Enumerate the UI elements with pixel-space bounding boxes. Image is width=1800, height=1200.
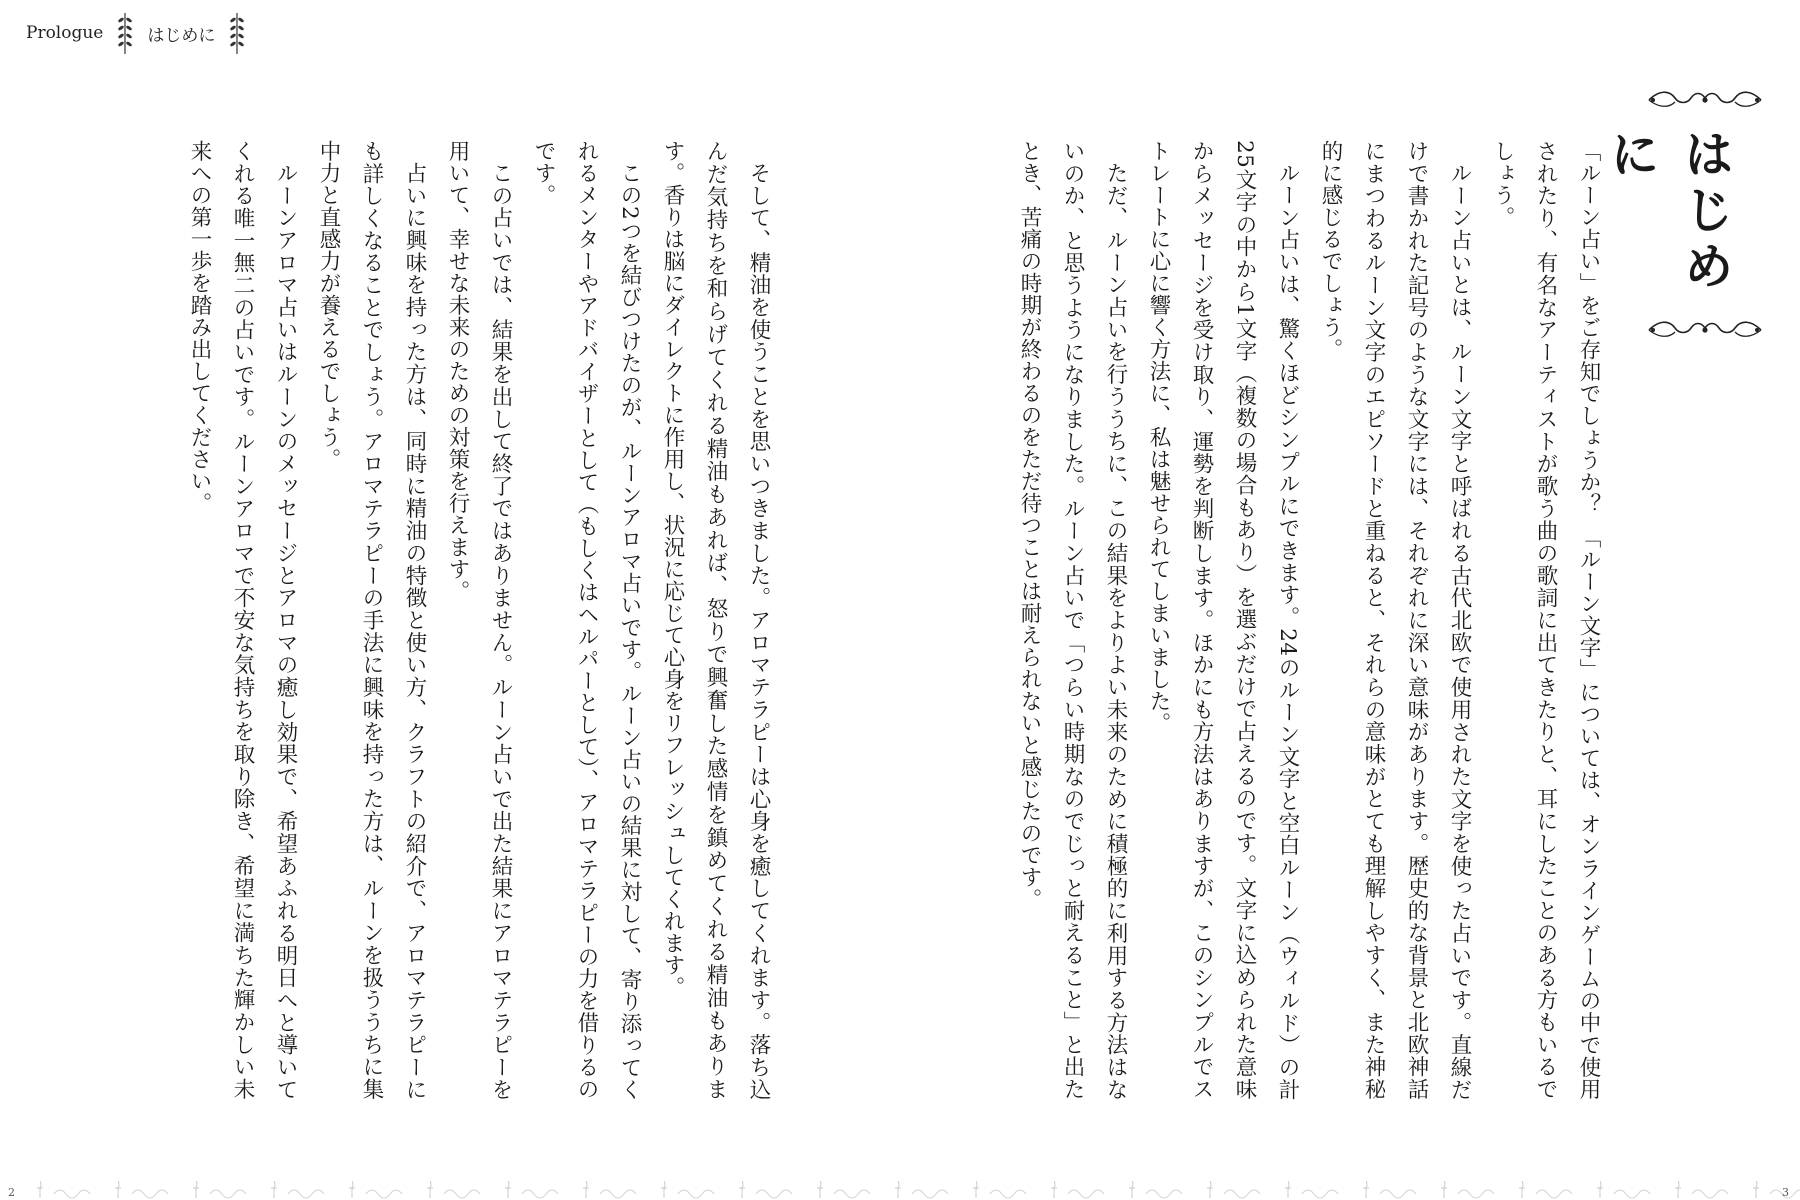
lace-motif — [1675, 1181, 1728, 1198]
body-paragraph: ルーン占いは、驚くほどシンプルにできます。24のルーン文字と空白ルーン（ウィルド）の計25文字の中から1文字（複数の場合もあり）を選ぶだけで占えるのです。文字に込められた意味からメッセージを受け取り、運勢を判断します。ほかにも方法はありますが、このシンプルでストレートに心に響く方法に、私は魅せられてしまいました。 — [1146, 140, 1300, 1100]
lace-motif — [115, 1181, 168, 1198]
lace-motif — [37, 1181, 90, 1198]
lace-motif — [661, 1181, 714, 1198]
flourish-ornament-icon — [1645, 86, 1765, 114]
lace-motif — [349, 1181, 402, 1198]
chapter-title-block — [1602, 80, 1770, 350]
lace-motif — [1129, 1181, 1182, 1198]
lace-motif — [739, 1181, 792, 1198]
lace-motif — [1363, 1181, 1416, 1198]
left-page-body — [140, 140, 780, 1100]
lace-motif — [1519, 1181, 1572, 1198]
candle-lace-border-icon — [0, 1180, 1800, 1200]
lace-motif — [193, 1181, 246, 1198]
lace-motif — [973, 1181, 1026, 1198]
section-label-jp: はじめに — [147, 25, 216, 46]
lace-motif — [427, 1181, 480, 1198]
laurel-sprig-icon — [227, 10, 247, 56]
laurel-sprig-icon — [115, 10, 135, 56]
page-number-right: 3 — [1782, 1186, 1789, 1199]
page-number-left: 2 — [8, 1186, 15, 1199]
body-paragraph: そして、精油を使うことを思いつきました。アロマテラピーは心身を癒してくれます。落ち込んだ気持ちを和らげてくれる精油もあれば、怒りで興奮した感情を鎮めてくれる精油もあります。香りは脳にダイレクトに作用し、状況に応じて心身をリフレッシュしてくれます。 — [660, 140, 771, 1101]
body-paragraph: ルーン占いとは、ルーン文字と呼ばれる古代北欧で使用された文字を使った占いです。直線だけで書かれた記号のような文字には、それぞれに深い意味があります。歴史的な背景と北欧神話にまつわるルーン文字のエピソードと重ねると、それらの意味がとても理解しやすく、また神秘的に感じるでしょう。 — [1318, 140, 1472, 1100]
right-page-body — [1008, 140, 1610, 1100]
body-paragraph: この2つを結びつけたのが、ルーンアロマ占いです。ルーン占いの結果に対して、寄り添ってくれるメンターやアドバイザーとして（もしくはヘルパーとして）、アロマテラピーの力を借りるのです。 — [531, 140, 642, 1100]
lace-motif — [583, 1181, 636, 1198]
flourish-ornament-icon — [1645, 316, 1765, 344]
lace-motif — [505, 1181, 558, 1198]
lace-motif — [271, 1181, 324, 1198]
lace-motif — [1285, 1181, 1338, 1198]
lace-motif — [1441, 1181, 1494, 1198]
body-paragraph: 「ルーン占い」をご存知でしょうか？ 「ルーン文字」については、オンラインゲームの中で使用されたり、有名なアーティストが歌う曲の歌詞に出てきたりと、耳にしたことのある方もいるでしょう。 — [1490, 140, 1601, 1100]
body-paragraph: この占いでは、結果を出して終了ではありません。ルーン占いで出た結果にアロマテラピーを用いて、幸せな未来のための対策を行えます。 — [445, 140, 513, 1100]
chapter-title: はじめに — [1602, 128, 1734, 296]
lace-motif — [817, 1181, 870, 1198]
lace-motif — [1207, 1181, 1260, 1198]
body-paragraph: ただ、ルーン占いを行ううちに、この結果をよりよい未来のために積極的に利用する方法はないのか、と思うようになりました。ルーン占いで「つらい時期なのでじっと耐えること」と出たとき、苦痛の時期が終わるのをただ待つことは耐えられないと感じたのです。 — [1017, 140, 1128, 1100]
body-paragraph: 占いに興味を持った方は、同時に精油の特徴と使い方、クラフトの紹介で、アロマテラピーにも詳しくなることでしょう。アロマテラピーの手法に興味を持った方は、ルーンを扱ううちに集中力と直感力が養えるでしょう。 — [316, 140, 427, 1100]
section-label-en: Prologue — [26, 23, 104, 43]
lace-motif — [895, 1181, 948, 1198]
running-header — [26, 8, 247, 58]
lace-motif — [1597, 1181, 1650, 1198]
body-paragraph: ルーンアロマ占いはルーンのメッセージとアロマの癒し効果で、希望あふれる明日へと導いてくれる唯一無二の占いです。ルーンアロマで不安な気持ちを取り除き、希望に満ちた輝かしい未来への第一歩を踏み出してください。 — [187, 140, 298, 1100]
lace-motif — [1051, 1181, 1104, 1198]
lace-motif — [1753, 1181, 1800, 1198]
